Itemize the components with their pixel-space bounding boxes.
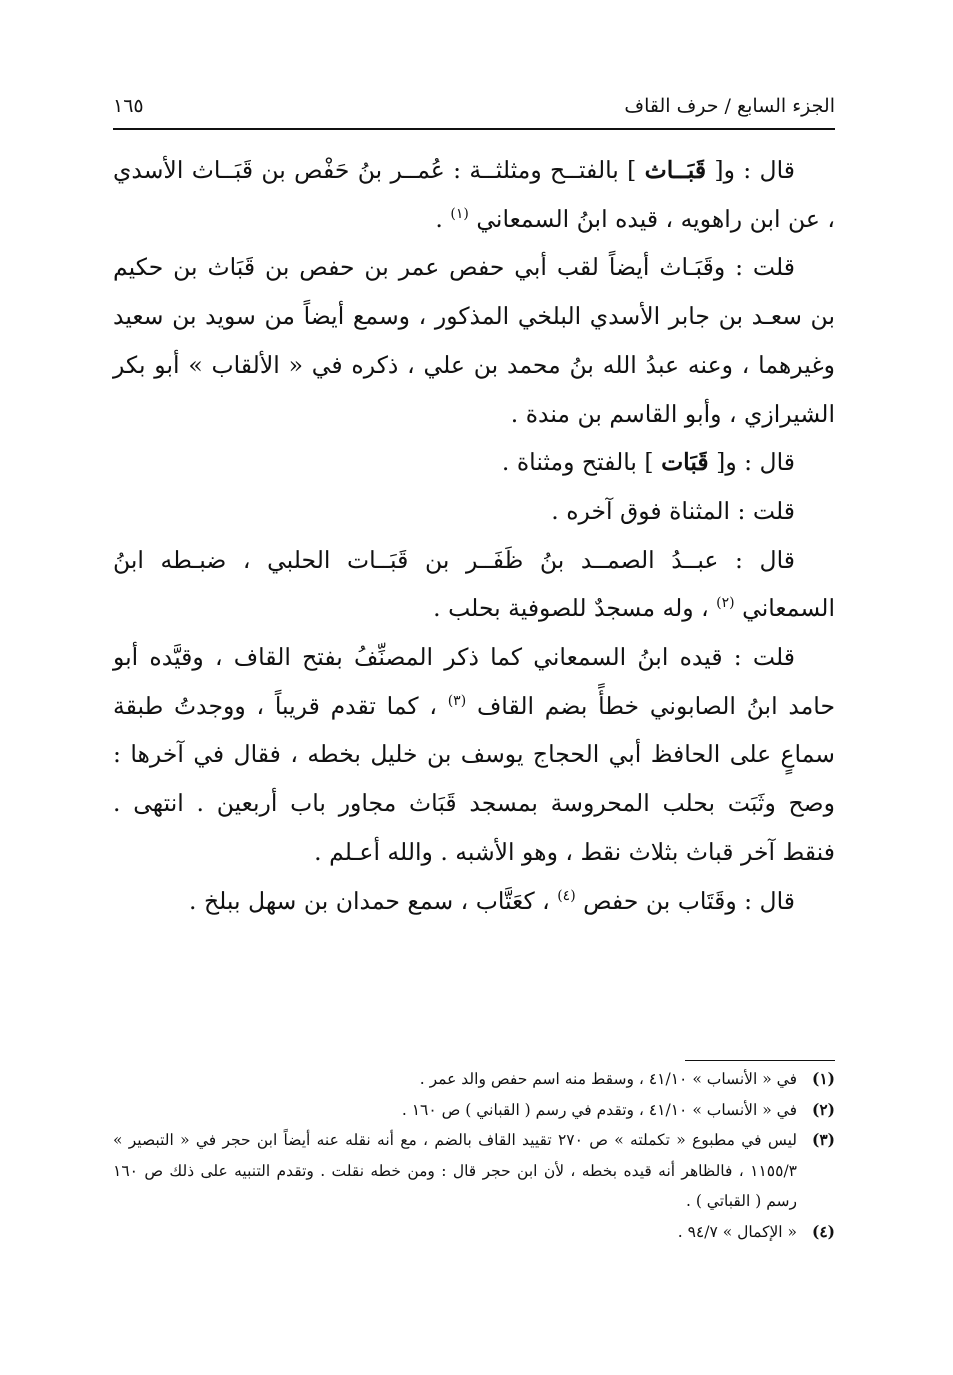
footnote-text: في « الأنساب » ٤١/١٠ ، وسقط منه اسم حفص والد عمر . bbox=[419, 1070, 797, 1088]
footnote bbox=[113, 1064, 835, 1095]
header-rule bbox=[113, 128, 835, 130]
footnote bbox=[113, 1095, 835, 1126]
footnote-marker: (٣) bbox=[447, 692, 467, 709]
entry-prefix: قال : و[ bbox=[716, 448, 795, 477]
main-text bbox=[113, 146, 835, 925]
running-head bbox=[113, 88, 835, 124]
footnote-number: (٣) bbox=[811, 1130, 835, 1149]
paragraph bbox=[113, 633, 835, 877]
footnote-text: في « الأنساب » ٤١/١٠ ، وتقدم في رسم ( القباني ) ص ١٦٠ . bbox=[401, 1100, 797, 1119]
entry-prefix: قال : و[ bbox=[714, 156, 795, 184]
footnote-marker: (٤) bbox=[557, 887, 576, 904]
entry-term: قَبَــاث bbox=[644, 156, 707, 184]
entry-text: قال : عبــدُ الصمــد بنُ ظَفَــر بن قَبَــات الحلبي ، ضبـطه ابنُ السمعاني bbox=[113, 545, 835, 623]
footnote bbox=[113, 1125, 835, 1217]
entry-tail: ، وله مسجدٌ للصوفية بحلب . bbox=[433, 594, 709, 623]
entry-tail: . bbox=[435, 204, 443, 233]
footnote bbox=[113, 1217, 835, 1248]
entry-text: ] بالفتح ومثناة . bbox=[501, 448, 654, 477]
footnote-text: ليس في مطبوع « تكملته » ص ٢٧٠ تقييد القاف بالضم ، مع أنه نقله عنه أيضاً ابن حجر في « التبصير » ١١٥٥/٣ ، فالظاهر أنه قيده بخطه ، لأن ابن حجر قال : ومن خطه نقلت . وتقدم التنبيه على ذلك ص ١٦٠ رسم ( القباتي ) . bbox=[113, 1131, 797, 1210]
entry-tail: ، كعَتَّاب ، سمع حمدان بن سهل ببلخ . bbox=[189, 886, 550, 915]
footnote-text: « الإكمال » ٩٤/٧ . bbox=[677, 1222, 797, 1241]
footnote-number: (٢) bbox=[811, 1099, 835, 1119]
footnotes bbox=[113, 1064, 835, 1247]
entry-tail: ، كما تقدم قريباً ، ووجدتُ طبقة سماعٍ على الحافظ أبي الحجاج يوسف بن خليل بخطه ، فقال في آخرها : وصح وثَبَت بحلب المحروسة بمسجد قَبَاث مجاور باب أربعين . انتهى . فنقط آخر قباث بثلاث نقط ، وهو الأشبه . والله أعـلم . bbox=[113, 691, 835, 866]
footnote-marker: (١) bbox=[450, 205, 469, 222]
footnote-number: (١) bbox=[811, 1069, 835, 1088]
footnote-marker: (٢) bbox=[716, 595, 735, 612]
paragraph: قلت : المثناة فوق آخره . bbox=[551, 496, 795, 525]
entry-term: قَبَات bbox=[661, 448, 709, 477]
entry-text: ] بالفتــح ومثلثــة : عُمــر بنُ حَفْص بن قَبَــاث الأسدي ، عن ابن راهويه ، قيده ابنُ السمعاني bbox=[113, 156, 835, 233]
footnote-number: (٤) bbox=[811, 1221, 835, 1241]
entry-text: قال : وقَتَاب بن حفص bbox=[583, 886, 795, 915]
paragraph bbox=[113, 146, 835, 243]
entry-text: قلت : قيده ابنُ السمعاني كما ذكر المصنِّفُ بفتح القاف ، وقيَّده أبو حامد ابنُ الصابوني خطأً بضم القاف bbox=[113, 643, 835, 720]
running-title: الجزء السابع / حرف القاف bbox=[624, 95, 835, 117]
paragraph: قلت : وقَبَـاث أيضاً لقب أبي حفص عمر بن حفص بن قَبَاث بن حكيم بن سعـد بن جابر الأسدي البلخي المذكور ، وسمع أيضاً من سويد بن سعيد وغيرهما ، وعنه عبدُ الله بنُ محمد بن علي ، ذكره في « الألقاب » أبو بكر الشيرازي ، وأبو القاسم بن مندة . bbox=[113, 253, 835, 428]
paragraph bbox=[113, 536, 835, 633]
page-number: ١٦٥ bbox=[113, 95, 144, 117]
paragraph bbox=[113, 438, 835, 487]
footnote-rule bbox=[685, 1060, 835, 1061]
paragraph bbox=[113, 877, 835, 926]
